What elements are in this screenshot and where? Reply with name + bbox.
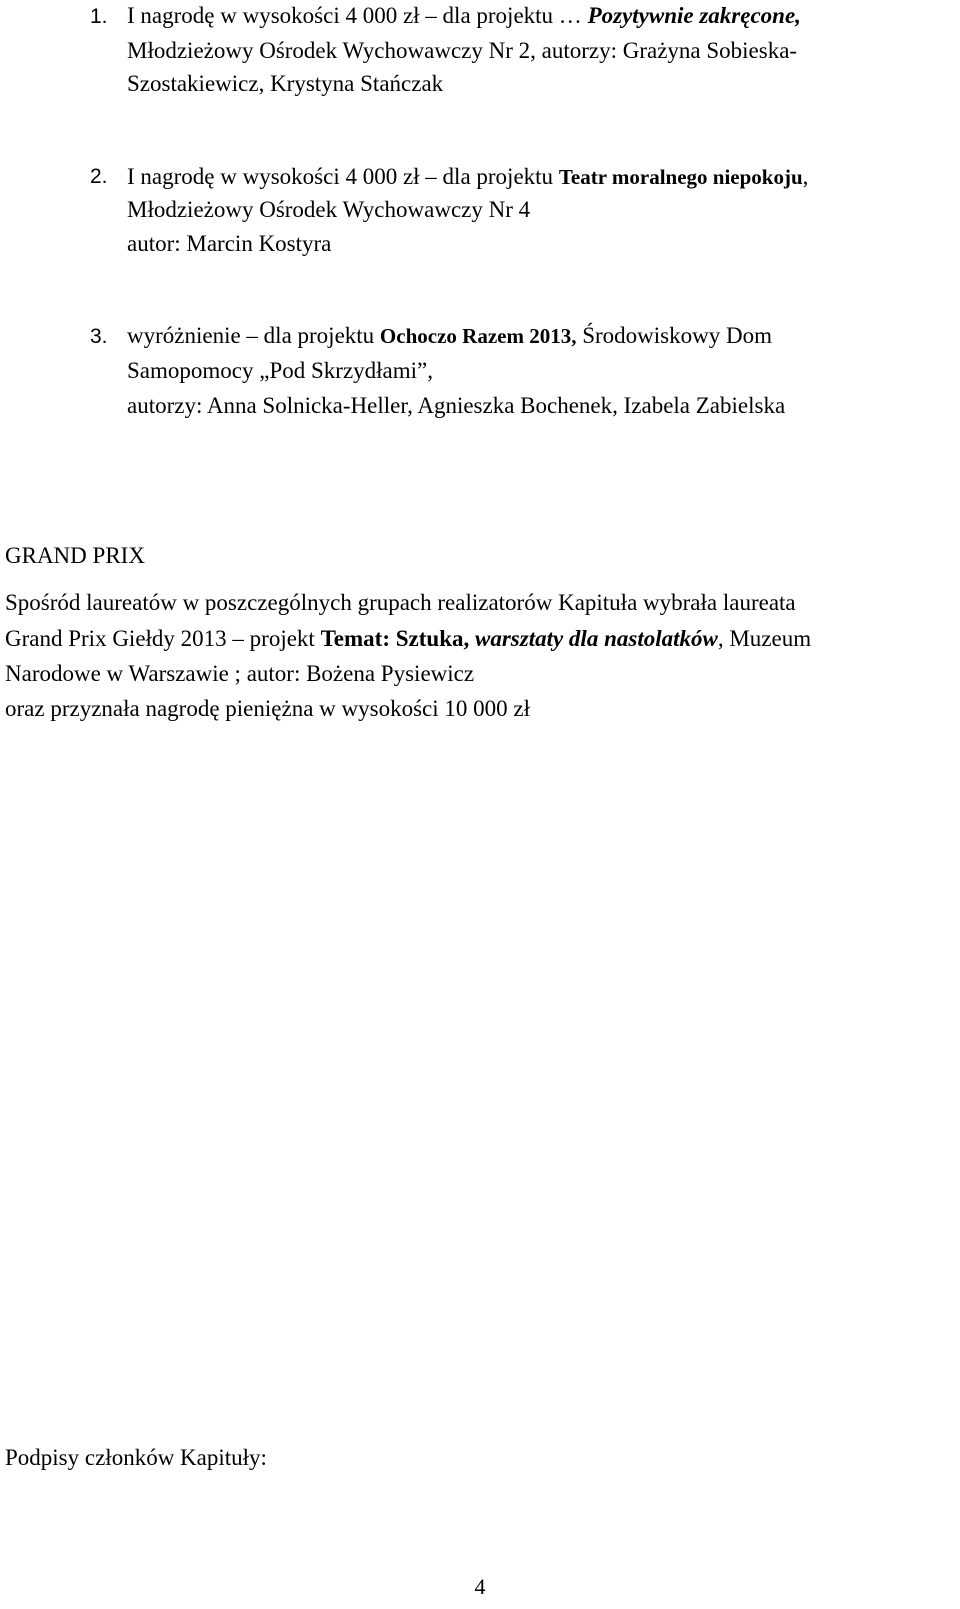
item-line-1	[127, 2, 801, 30]
item-number: 1.	[90, 5, 108, 28]
page-number: 4	[474, 1574, 486, 1599]
signatures-label: Podpisy członków Kapituły:	[5, 1445, 267, 1470]
item-text: I nagrodę w wysokości 4 000 zł – dla projektu	[127, 164, 559, 189]
project-title: Pozytywnie zakręcone,	[587, 3, 801, 28]
project-subtitle: warsztaty dla nastolatków	[475, 626, 718, 651]
project-title: Ochoczo Razem 2013,	[379, 324, 577, 348]
item-line-3: autor: Marcin Kostyra	[127, 231, 332, 256]
item-line-2: Młodzieżowy Ośrodek Wychowawczy Nr 4	[127, 197, 531, 222]
item-line-3: autorzy: Anna Solnicka-Heller, Agnieszka Bochenek, Izabela Zabielska	[127, 393, 786, 418]
item-number: 3.	[90, 325, 108, 348]
paragraph-line-2	[5, 625, 811, 653]
project-title-bold: Temat: Sztuka	[320, 626, 464, 651]
project-title: Teatr moralnego niepokoju	[558, 165, 803, 189]
paragraph-line-1: Spośród laureatów w poszczególnych grupach realizatorów Kapituła wybrała laureata	[5, 590, 796, 615]
item-text: I nagrodę w wysokości 4 000 zł – dla projektu …	[127, 3, 588, 28]
paragraph-line-3: Narodowe w Warszawie ; autor: Bożena Pysiewicz	[5, 661, 475, 686]
item-line-2: Samopomocy „Pod Skrzydłami”,	[127, 358, 433, 383]
item-number: 2.	[90, 165, 108, 188]
item-text: wyróżnienie – dla projektu	[127, 323, 380, 348]
section-heading: GRAND PRIX	[5, 543, 145, 568]
paragraph-text: Grand Prix Giełdy 2013 – projekt	[5, 626, 321, 651]
paragraph-line-4: oraz przyznała nagrodę pieniężna w wysokości 10 000 zł	[5, 696, 530, 721]
item-line-2: Młodzieżowy Ośrodek Wychowawczy Nr 2, autorzy: Grażyna Sobieska-	[127, 38, 798, 63]
paragraph-text-post: , Muzeum	[717, 626, 812, 651]
comma: ,	[463, 626, 475, 651]
item-text-post: Środowiskowy Dom	[576, 323, 772, 348]
item-line-1	[127, 322, 772, 350]
item-line-1	[127, 163, 808, 191]
item-line-3: Szostakiewicz, Krystyna Stańczak	[127, 71, 444, 96]
item-text-post: ,	[802, 164, 809, 189]
